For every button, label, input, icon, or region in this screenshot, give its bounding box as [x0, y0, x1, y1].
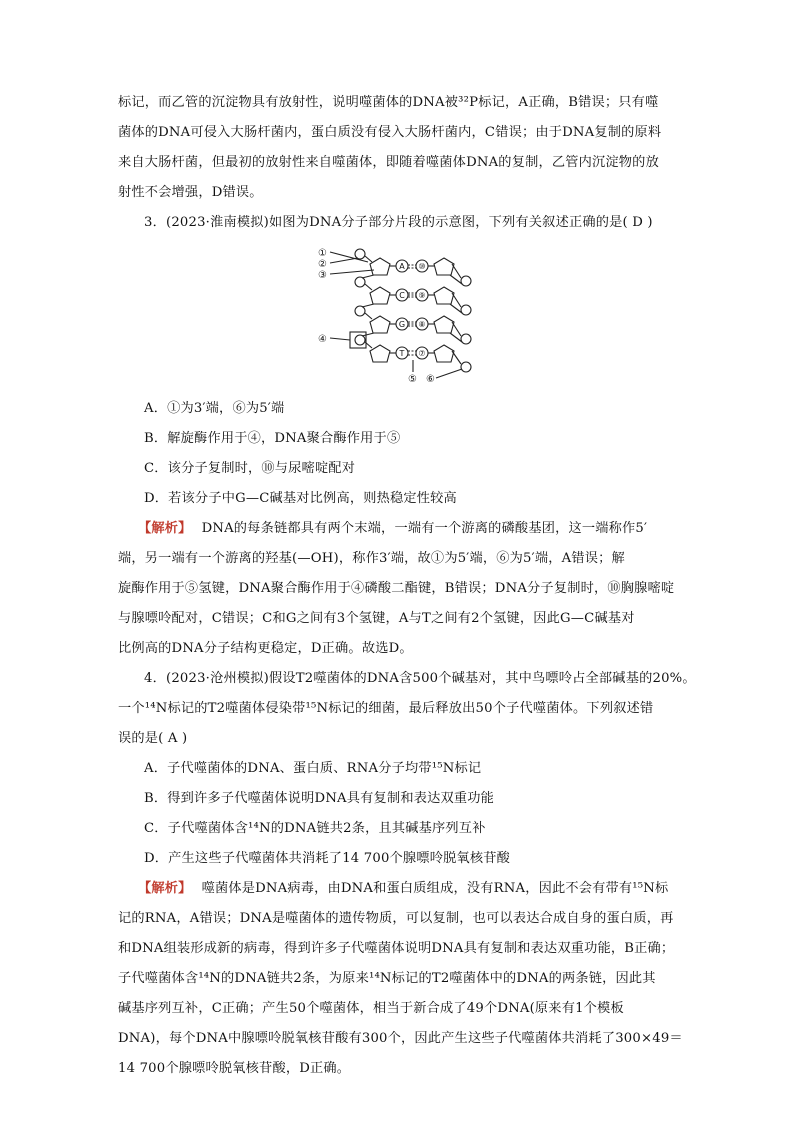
- analysis-text: 旋酶作用于⑤氢键，DNA聚合酶作用于④磷酸二酯键，B错误；DNA分子复制时，⑩胸腺嘧啶: [118, 581, 675, 596]
- option-a: A．子代噬菌体的DNA、蛋白质、RNA分子均带¹⁵N标记: [144, 761, 482, 776]
- question-3-stem: 3．(2023·淮南模拟)如图为DNA分子部分片段的示意图，下列有关叙述正确的是( D ): [144, 215, 653, 230]
- text-line: 射性不会增强，D错误。: [118, 185, 263, 200]
- figure-label: ③: [318, 270, 327, 281]
- analysis-tag: 【解析】: [138, 881, 192, 896]
- option-a: A．①为3′端，⑥为5′端: [144, 401, 285, 416]
- stem-text: 误的是( A ): [118, 731, 188, 746]
- stem-text: 一个¹⁴N标记的T2噬菌体侵染带¹⁵N标记的细菌，最后释放出50个子代噬菌体。下列叙述错: [118, 701, 654, 716]
- base-label: A: [399, 262, 405, 271]
- base-label: ⑧: [418, 320, 426, 329]
- analysis-text: DNA)，每个DNA中腺嘌呤脱氧核苷酸有300个，因此产生这些子代噬菌体共消耗了300×49＝: [118, 1031, 683, 1046]
- figure-label: ⑤: [408, 374, 417, 384]
- question-4-stem: [118, 664, 696, 754]
- analysis-text: 碱基序列互补，C正确；产生50个噬菌体，相当于新合成了49个DNA(原来有1个模板: [118, 1001, 624, 1016]
- base-label: ⑦: [418, 349, 426, 358]
- base-label: C: [399, 291, 405, 300]
- option-b: B．解旋酶作用于④，DNA聚合酶作用于⑤: [144, 431, 401, 446]
- figure-label: ⑥: [426, 374, 435, 384]
- page-content: [118, 88, 696, 1084]
- analysis-text: 记的RNA，A错误；DNA是噬菌体的遗传物质，可以复制，也可以表达合成自身的蛋白质，再: [118, 911, 674, 926]
- base-label: ⑩: [418, 262, 426, 271]
- option-d: D．产生这些子代噬菌体共消耗了14 700个腺嘌呤脱氧核苷酸: [144, 851, 511, 866]
- analysis-text: 端，另一端有一个游离的羟基(—OH)，称作3′端，故①为5′端，⑥为5′端，A错误；解: [118, 551, 625, 566]
- analysis-text: 比例高的DNA分子结构更稳定，D正确。故选D。: [118, 641, 413, 656]
- text-line: 菌体的DNA可侵入大肠杆菌内，蛋白质没有侵入大肠杆菌内，C错误；由于DNA复制的原料: [118, 125, 662, 140]
- figure-label: ②: [318, 259, 327, 270]
- analysis-text: 子代噬菌体含¹⁴N的DNA链共2条，为原来¹⁴N标记的T2噬菌体中的DNA的两条链，因此其: [118, 971, 656, 986]
- text-line: 标记，而乙管的沉淀物具有放射性，说明噬菌体的DNA被³²P标记，A正确，B错误；只有噬: [118, 95, 659, 110]
- question-3-analysis: [118, 514, 678, 664]
- base-label: G: [398, 320, 406, 329]
- stem-text: 4．(2023·沧州模拟)假设T2噬菌体的DNA含500个碱基对，其中鸟嘌呤占全部碱基的20%。: [144, 671, 696, 686]
- analysis-text: 和DNA组装形成新的病毒，得到许多子代噬菌体说明DNA具有复制和表达双重功能，B正确；: [118, 941, 675, 956]
- analysis-text: 噬菌体是DNA病毒，由DNA和蛋白质组成，没有RNA，因此不会有带有¹⁵N标: [201, 881, 669, 896]
- prev-analysis: [118, 88, 678, 208]
- dna-diagram: [118, 244, 678, 388]
- base-label: T: [399, 349, 405, 358]
- analysis-text: 与腺嘌呤配对，C错误；C和G之间有3个氢键，A与T之间有2个氢键，因此G—C碱基对: [118, 611, 635, 626]
- analysis-text: DNA的每条链都具有两个末端，一端有一个游离的磷酸基团，这一端称作5′: [201, 521, 648, 536]
- option-b: B．得到许多子代噬菌体说明DNA具有复制和表达双重功能: [144, 791, 495, 806]
- option-c: C．该分子复制时，⑩与尿嘧啶配对: [144, 461, 356, 476]
- question-4-analysis: [118, 874, 683, 1084]
- dna-structure-figure: [316, 244, 506, 384]
- question-3-options: [118, 394, 678, 514]
- option-d: D．若该分子中G—C碱基对比例高，则热稳定性较高: [144, 491, 457, 506]
- figure-label: ④: [318, 334, 327, 345]
- analysis-tag: 【解析】: [138, 521, 192, 536]
- question-4-options: [118, 754, 678, 874]
- figure-label: ①: [318, 248, 327, 259]
- option-c: C．子代噬菌体含¹⁴N的DNA链共2条，且其碱基序列互补: [144, 821, 486, 836]
- text-line: 来自大肠杆菌，但最初的放射性来自噬菌体，即随着噬菌体DNA的复制，乙管内沉淀物的放: [118, 155, 659, 170]
- base-label: ⑨: [418, 291, 426, 300]
- analysis-text: 14 700个腺嘌呤脱氧核苷酸，D正确。: [118, 1061, 351, 1076]
